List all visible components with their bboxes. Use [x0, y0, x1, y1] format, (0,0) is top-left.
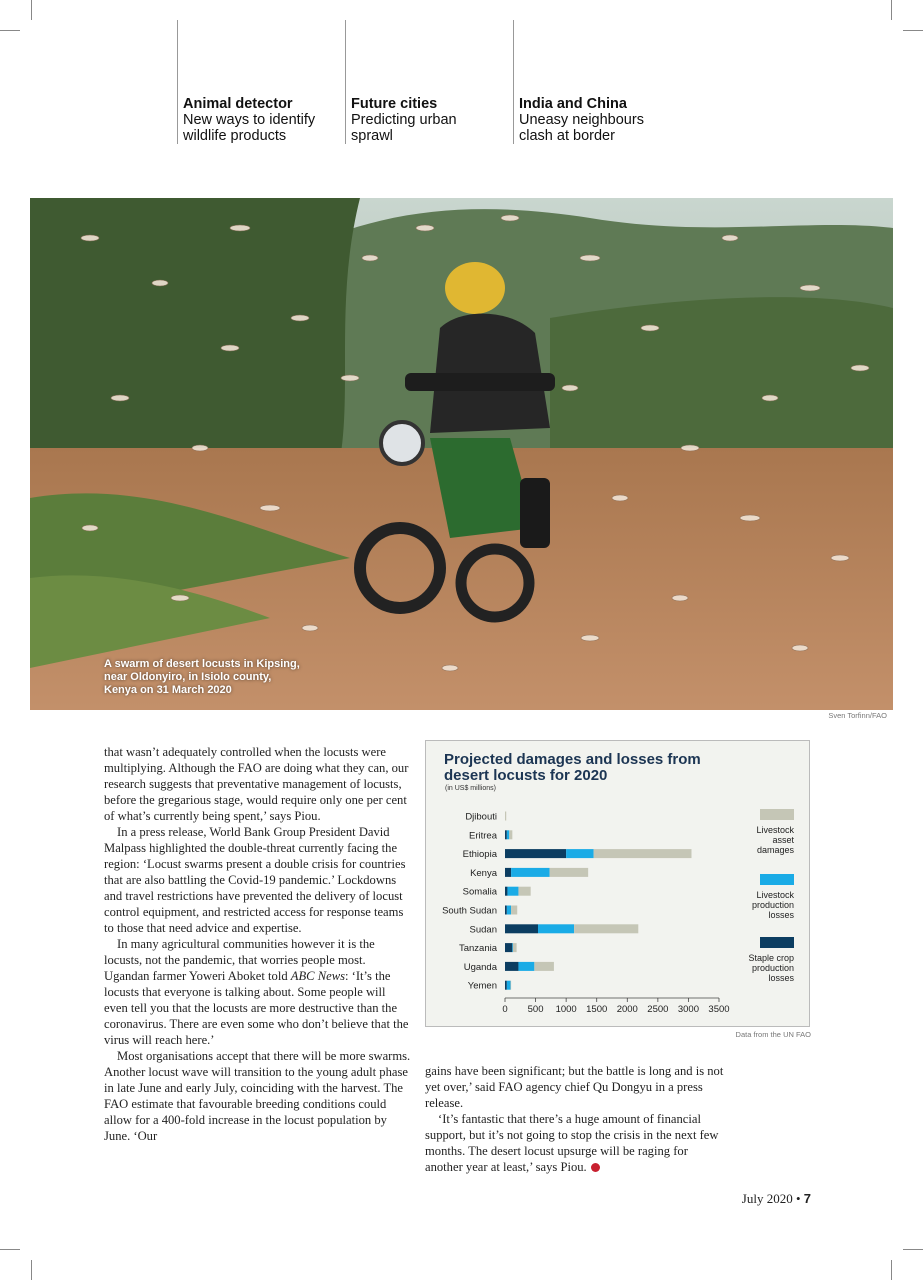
- bar-segment: [574, 924, 638, 933]
- page-folio: [742, 1191, 811, 1207]
- bar-segment: [505, 868, 511, 877]
- page-number: 7: [803, 1191, 811, 1206]
- legend-label: Staple crop production losses: [748, 953, 794, 983]
- crop-mark: [903, 30, 923, 31]
- category-label: Sudan: [469, 924, 497, 936]
- bar-segment: [507, 906, 511, 915]
- category-label: Uganda: [463, 961, 497, 973]
- folio-separator: •: [795, 1191, 801, 1206]
- category-label: Yemen: [467, 980, 497, 992]
- bar-segment: [505, 830, 507, 839]
- chart-subtitle: (in US$ millions): [445, 785, 496, 792]
- bar-segment: [505, 812, 506, 821]
- paragraph: gains have been significant; but the battle is long and is not yet over,’ said FAO agency chief Qu Dongyu in a press release.: [425, 1064, 724, 1110]
- bar-segment: [566, 849, 594, 858]
- bar-segment: [550, 868, 589, 877]
- category-label: Djibouti: [465, 811, 497, 823]
- photo-caption: A swarm of desert locusts in Kipsing, near Oldonyiro, in Isiolo county, Kenya on 31 March 2020: [104, 658, 300, 696]
- publication-name: ABC News: [290, 969, 346, 983]
- bar-segment: [507, 887, 518, 896]
- bar-segment: [512, 943, 513, 952]
- bar-segment: [518, 962, 534, 971]
- crop-mark: [891, 0, 892, 20]
- crop-mark: [0, 1249, 20, 1250]
- crop-mark: [0, 30, 20, 31]
- bar-segment: [505, 981, 507, 990]
- x-tick-label: 2000: [616, 1004, 638, 1015]
- legend-livestock-production-losses: [734, 874, 794, 920]
- chart-source: Data from the UN FAO: [735, 1030, 811, 1039]
- bar-segment: [507, 981, 511, 990]
- bar-segment: [505, 906, 507, 915]
- paragraph-text: ‘It’s fantastic that there’s a huge amount of financial support, but it’s not going to stop the crisis in the next few months. The desert locust upsurge will be raging for another year at least,’ says Piou.: [425, 1112, 719, 1174]
- bar-segment: [511, 981, 512, 990]
- x-tick-label: 3500: [708, 1004, 730, 1015]
- x-tick-label: 3000: [677, 1004, 699, 1015]
- bar-segment: [505, 887, 507, 896]
- bar-segment: [505, 962, 518, 971]
- teaser-animal-detector[interactable]: [177, 20, 335, 144]
- bar-segment: [594, 849, 692, 858]
- x-tick-label: 500: [527, 1004, 544, 1015]
- bar-segment: [505, 849, 566, 858]
- category-label: Eritrea: [469, 830, 497, 842]
- category-label: Kenya: [470, 867, 497, 879]
- x-tick-label: 0: [502, 1004, 508, 1015]
- legend-livestock-asset-damages: [734, 809, 794, 855]
- photo-illustration: [30, 198, 893, 710]
- teaser-title: India and China: [519, 96, 627, 112]
- bar-segment: [538, 924, 574, 933]
- chart-title: Projected damages and losses from desert locusts for 2020: [444, 751, 701, 784]
- x-tick-label: 1500: [586, 1004, 608, 1015]
- bar-segment: [509, 830, 512, 839]
- bar-segment: [518, 887, 530, 896]
- issue-date: July 2020: [741, 1191, 793, 1206]
- locust-damages-chart: [425, 740, 810, 1027]
- bar-segment: [534, 962, 554, 971]
- legend-label: Livestock asset damages: [756, 825, 794, 855]
- legend-staple-crop-production-losses: [734, 937, 794, 983]
- x-tick-label: 1000: [555, 1004, 577, 1015]
- bar-segment: [511, 868, 550, 877]
- article-right-column: [425, 1063, 725, 1175]
- crop-mark: [31, 0, 32, 20]
- article-left-column: [104, 744, 412, 1144]
- legend-label: Livestock production losses: [751, 890, 794, 920]
- category-label: Ethiopia: [462, 849, 497, 861]
- paragraph: [104, 936, 412, 1048]
- bar-segment: [507, 830, 509, 839]
- paragraph: that wasn’t adequately controlled when the locusts were multiplying. Although the FAO are doing what they can, our research suggests that preventative management of locusts, before the gregarious stage, would require only one per cent of what’s currently being spent,’ says Piou.: [104, 745, 409, 823]
- crop-mark: [903, 1249, 923, 1250]
- category-label: Tanzania: [458, 943, 497, 955]
- x-tick-label: 2500: [647, 1004, 669, 1015]
- paragraph-text: In many agricultural communities however it is the locusts, not the pandemic, that worries people most. Ugandan farmer Yoweri Aboket told: [104, 937, 375, 983]
- crop-mark: [31, 1260, 32, 1280]
- paragraph: Most organisations accept that there will be more swarms. Another locust wave will transition to the young adult phase in late June and early July, coinciding with the harvest. The FAO estimate that favourable breeding conditions could allow for a 400-fold increase in the locust population by June. ‘Our: [104, 1049, 411, 1143]
- legend-swatch: [760, 809, 794, 820]
- end-of-article-icon: [591, 1163, 600, 1172]
- teaser-subtitle: Predicting urban sprawl: [351, 112, 457, 144]
- paragraph-text: : ‘It’s the locusts that everyone is talking about. Some people will even tell you that the locusts are more destructive than the coronavirus. There are even some who don’t believe that the virus will reach here.’: [104, 969, 409, 1047]
- legend-swatch: [760, 874, 794, 885]
- legend-swatch: [760, 937, 794, 948]
- teaser-strip: [177, 20, 697, 150]
- teaser-subtitle: New ways to identify wildlife products: [183, 112, 316, 144]
- crop-mark: [891, 1260, 892, 1280]
- bar-segment: [511, 906, 517, 915]
- teaser-title: Animal detector: [183, 96, 293, 112]
- paragraph: In a press release, World Bank Group President David Malpass highlighted the double-threat currently facing the region: ‘Locust swarms present a double crisis for countries that are also battling the Covid-19 pandemic.’ Lockdowns and travel restrictions have prevented the delivery of locust control equipment, and restricted access for response teams to those that need advice and expertise.: [104, 825, 406, 935]
- teaser-title: Future cities: [351, 96, 438, 112]
- locust-swarm-photo: [30, 198, 893, 710]
- bar-segment: [513, 943, 517, 952]
- bar-segment: [505, 943, 512, 952]
- teaser-subtitle: Uneasy neighbours clash at border: [519, 112, 644, 144]
- teaser-future-cities[interactable]: [345, 20, 503, 144]
- bar-segment: [505, 924, 538, 933]
- category-label: Somalia: [462, 886, 497, 898]
- teaser-india-china[interactable]: [513, 20, 671, 144]
- category-label: South Sudan: [442, 905, 497, 917]
- paragraph: [425, 1111, 725, 1175]
- photo-credit: Sven Torfinn/FAO: [828, 711, 887, 720]
